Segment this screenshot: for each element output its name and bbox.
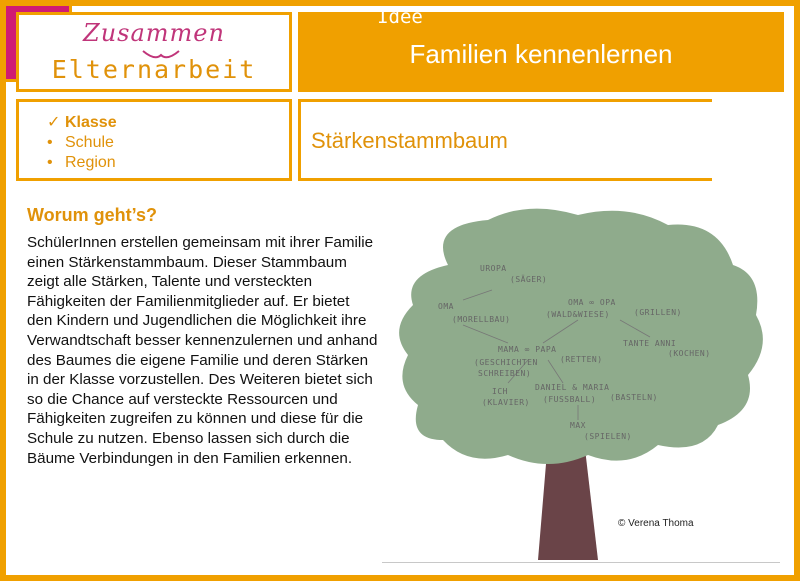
page-title: Familien kennenlernen: [409, 39, 673, 69]
tree-label-max-trait: (SPIELEN): [584, 432, 632, 441]
section-body: SchülerInnen erstellen gemeinsam mit ihrer Familie einen Stärkenstammbaum. Dieser Stammbaum zeigt alle Stärken, Talente und versteckten Fähigkeiten der Familienmitglieder auf. Er bietet den Kindern und Jugendlichen die Möglichkeit ihre Verwandtschaft besser kennenzulernen und anhand des Baumes die eigene Familie und deren Stärken in der Klasse vorzustellen. Des Weiteren bietet sich so die Chance auf versteckte Ressourcen und Fähigkeiten zugreifen zu können und diese für die Schule zu nutzen. Ebenso lassen sich durch die Bäume Verbindungen in den Familien erkennen.: [27, 234, 378, 467]
tree-label-ich: ICH: [492, 387, 508, 396]
nav-item-klasse[interactable]: [47, 113, 117, 133]
tree-label-uropa: UROPA: [480, 264, 507, 273]
nav-item-label: Schule: [65, 134, 114, 151]
tree-label-daniel-trait: (FUSSBALL): [543, 395, 597, 404]
tree-label-tante-trait: (KOCHEN): [668, 349, 711, 358]
subtitle-box: [298, 99, 712, 181]
strength-tree-illustration: [388, 205, 778, 560]
tree-label-ich-trait: (KLAVIER): [482, 398, 530, 407]
tree-label-retten: (RETTEN): [560, 355, 603, 364]
divider: [382, 562, 780, 563]
tree-label-uropa-trait: (SÄGER): [510, 275, 548, 284]
tree-label-mama-trait-2: SCHREIBEN): [478, 369, 532, 378]
tree-label-mama-trait-1: (GESCHICHTEN: [474, 358, 538, 367]
subtitle: Stärkenstammbaum: [311, 128, 508, 153]
nav-item-schule[interactable]: [47, 133, 117, 153]
image-credit: © Verena Thoma: [618, 518, 694, 529]
tree-label-tante: TANTE ANNI: [623, 339, 677, 348]
tree-label-max: MAX: [570, 421, 586, 430]
check-icon: ✓: [47, 114, 61, 131]
bullet-icon: •: [47, 154, 53, 171]
tree-label-oma: OMA: [438, 302, 454, 311]
tree-label-oma-opa-trait: (WALD&WIESE): [546, 310, 610, 319]
tree-label-oma-opa: OMA ∞ OPA: [568, 298, 616, 307]
lightbulb-icon: [18, 32, 54, 68]
nav-item-region[interactable]: [47, 153, 117, 173]
nav-item-label: Region: [65, 154, 116, 171]
nav-item-label: Klasse: [65, 114, 117, 131]
logo-bottom-text: Elternarbeit: [51, 55, 257, 84]
tree-label-grillen: (GRILLEN): [634, 308, 682, 317]
tree-label-mama-papa: MAMA ∞ PAPA: [498, 345, 557, 354]
category-nav: [16, 99, 292, 181]
idea-label: Idee: [377, 6, 423, 28]
tree-label-oma-trait: (MORELLBAU): [452, 315, 511, 324]
logo-top-text: Zusammen: [83, 19, 225, 47]
tree-label-daniel-maria: DANIEL & MARIA: [535, 383, 610, 392]
bullet-icon: •: [47, 134, 53, 151]
section-heading: Worum geht’s?: [27, 205, 157, 225]
tree-label-maria-trait: (BASTELN): [610, 393, 658, 402]
